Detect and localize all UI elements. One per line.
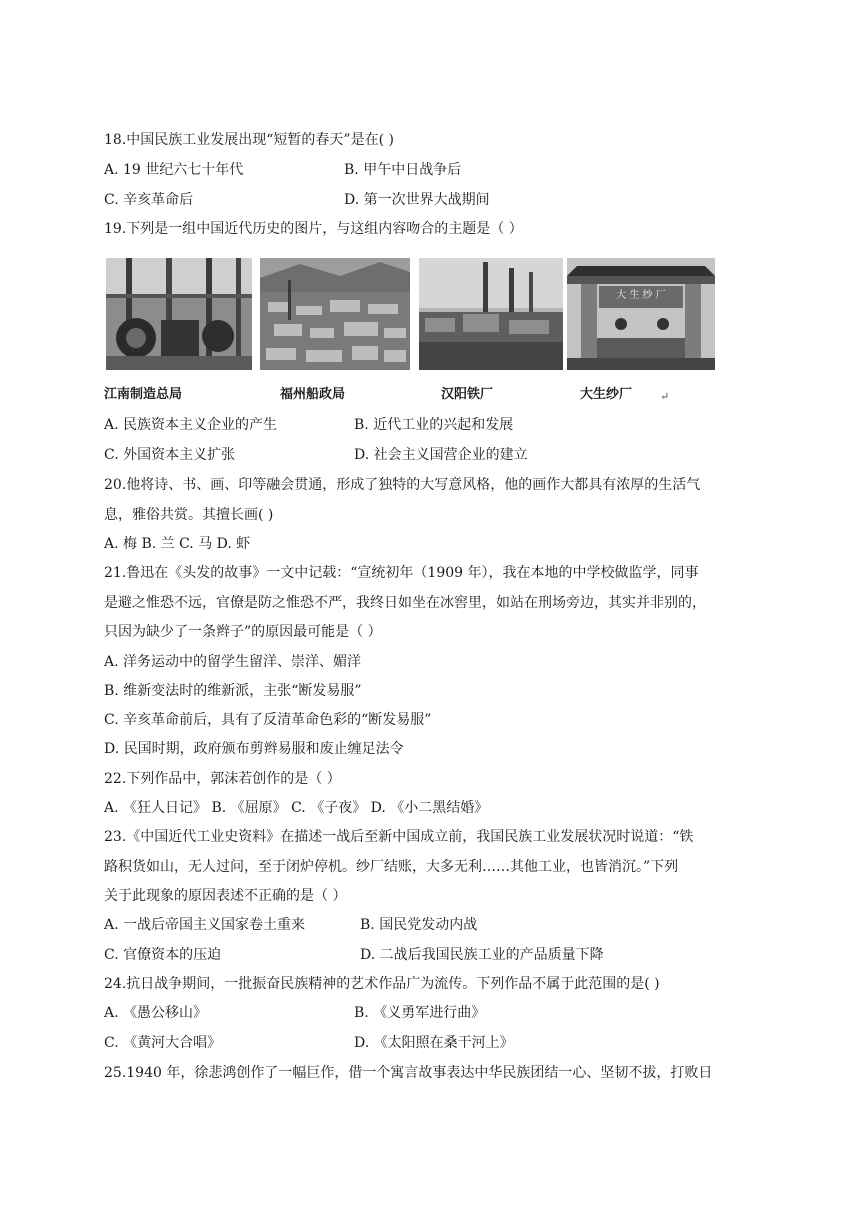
q21-option-b: B. 维新变法时的维新派，主张“断发易服” xyxy=(104,683,362,699)
q24-option-a: A. 《愚公移山》 xyxy=(104,1005,208,1021)
q23-option-c: C. 官僚资本的压迫 xyxy=(104,947,222,963)
q20-stem-line1: 20.他将诗、书、画、印等融会贯通，形成了独特的大写意风格，他的画作大都具有浓厚的生活气 xyxy=(104,477,701,493)
q23-option-a: A. 一战后帝国主义国家卷土重来 xyxy=(104,917,306,933)
q25-stem-line1: 25.1940 年，徐悲鸿创作了一幅巨作，借一个寓言故事表达中华民族团结一心、坚韧不拔，打败日 xyxy=(104,1065,713,1081)
q21-stem-line1: 21.鲁迅在《头发的故事》一文中记载：“宣统初年（1909 年），我在本地的中学校做监学，同事 xyxy=(104,565,699,581)
return-mark-icon: ↵ xyxy=(660,390,670,403)
q22-stem: 22.下列作品中，郭沫若创作的是（ ） xyxy=(104,771,341,787)
q23-stem-line2: 路积货如山，无人过问，至于闭炉停机。纱厂结账，大多无利……其他工业，也皆消沉。”下列 xyxy=(104,859,679,875)
gate-sign-text: 大 生 纱 厂 xyxy=(616,290,666,301)
q19-option-d: D. 社会主义国营企业的建立 xyxy=(354,447,528,463)
hanyang-iron-works-photo xyxy=(419,258,563,370)
caption-hanyang: 汉阳铁厂 xyxy=(441,387,494,402)
jiangnan-arsenal-photo xyxy=(106,258,252,370)
caption-fuzhou: 福州船政局 xyxy=(280,387,346,402)
q18-stem: 18.中国民族工业发展出现“短暂的春天”是在( ) xyxy=(104,132,394,148)
q21-stem-line2: 是避之惟恐不远，官僚是防之惟恐不严，我终日如坐在冰窖里，如站在刑场旁边，其实并非别的， xyxy=(104,595,706,611)
q21-stem-line3: 只因为缺少了一条辫子”的原因最可能是（ ） xyxy=(104,624,382,640)
q18-option-b: B. 甲午中日战争后 xyxy=(344,162,462,178)
q24-stem: 24.抗日战争期间，一批振奋民族精神的艺术作品广为流传。下列作品不属于此范围的是( ) xyxy=(104,976,660,992)
q18-option-a: A. 19 世纪六七十年代 xyxy=(104,162,244,178)
q23-option-b: B. 国民党发动内战 xyxy=(360,917,478,933)
q23-stem-line3: 关于此现象的原因表述不正确的是（ ） xyxy=(104,888,347,904)
q21-option-d: D. 民国时期，政府颁布剪辫易服和废止缠足法令 xyxy=(104,741,404,757)
q24-option-b: B. 《义勇军进行曲》 xyxy=(354,1005,486,1021)
caption-dasheng: 大生纱厂 xyxy=(580,387,633,402)
q24-option-c: C. 《黄河大合唱》 xyxy=(104,1035,222,1051)
fuzhou-navy-yard-photo xyxy=(260,258,410,370)
q23-stem-line1: 23.《中国近代工业史资料》在描述一战后至新中国成立前，我国民族工业发展状况时说道：“铁 xyxy=(104,829,694,845)
q21-option-a: A. 洋务运动中的留学生留洋、崇洋、媚洋 xyxy=(104,654,362,670)
q19-option-a: A. 民族资本主义企业的产生 xyxy=(104,417,278,433)
q19-option-c: C. 外国资本主义扩张 xyxy=(104,447,236,463)
caption-jiangnan: 江南制造总局 xyxy=(104,387,183,402)
q19-option-b: B. 近代工业的兴起和发展 xyxy=(354,417,514,433)
q19-stem: 19.下列是一组中国近代历史的图片，与这组内容吻合的主题是（ ） xyxy=(104,221,523,237)
q20-options: A. 梅 B. 兰 C. 马 D. 虾 xyxy=(104,536,251,552)
q18-option-c: C. 辛亥革命后 xyxy=(104,192,194,208)
dasheng-cotton-mill-photo xyxy=(567,258,715,370)
q20-stem-line2: 息，雅俗共赏。其擅长画( ) xyxy=(104,507,274,523)
q21-option-c: C. 辛亥革命前后，具有了反清革命色彩的“断发易服” xyxy=(104,712,432,728)
q23-option-d: D. 二战后我国民族工业的产品质量下降 xyxy=(360,947,604,963)
q22-options: A. 《狂人日记》 B. 《屈原》 C. 《子夜》 D. 《小二黑结婚》 xyxy=(104,800,489,816)
q18-option-d: D. 第一次世界大战期间 xyxy=(344,192,490,208)
q24-option-d: D. 《太阳照在桑干河上》 xyxy=(354,1035,514,1051)
